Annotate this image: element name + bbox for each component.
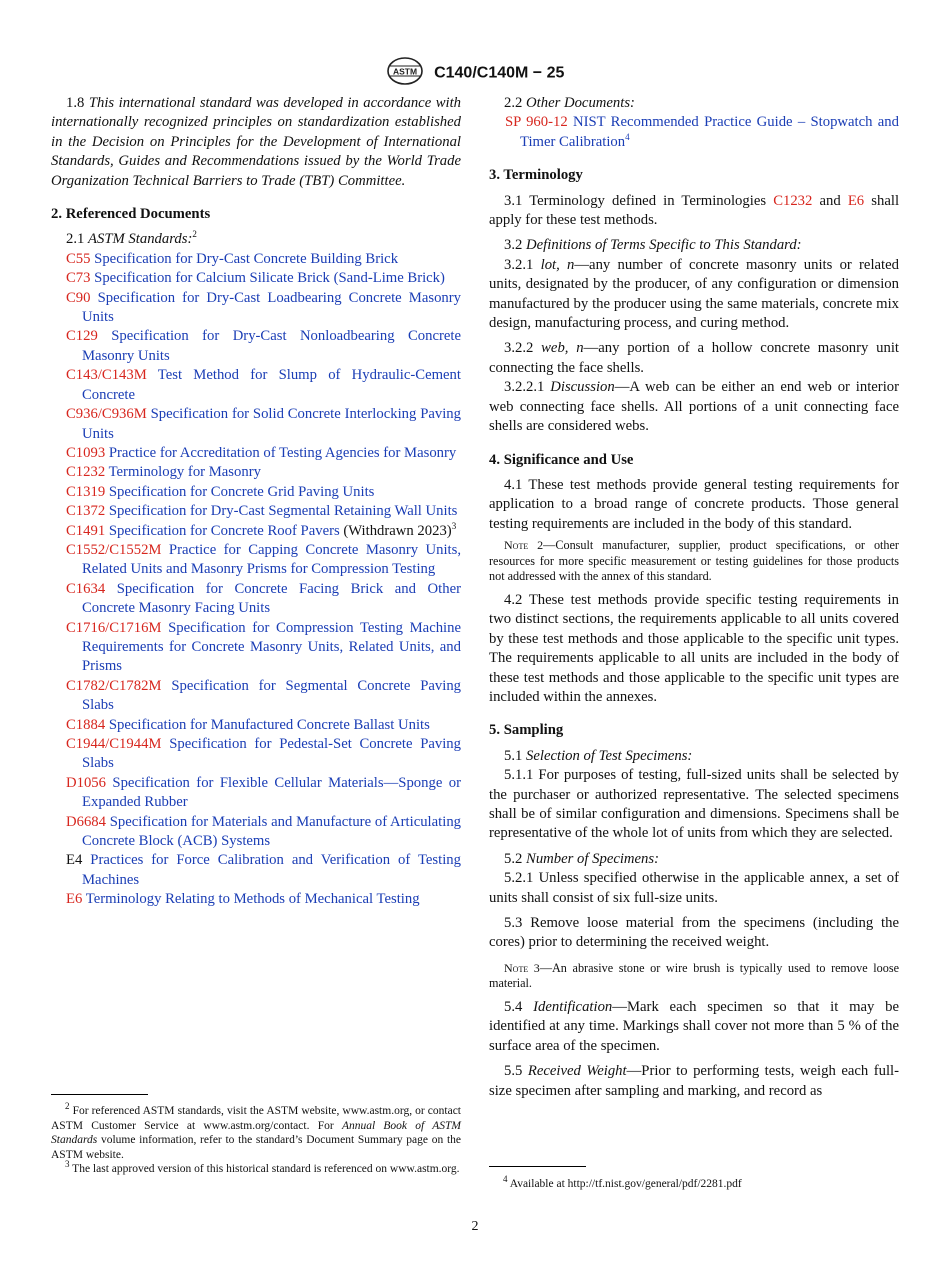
reference-item[interactable] — [51, 502, 461, 521]
reference-item[interactable] — [51, 463, 461, 482]
astm-logo-icon — [386, 56, 424, 91]
paragraph-3-2-2: 3.2.2 web, n—any portion of a hollow concrete masonry unit connecting the face shells. — [489, 340, 899, 376]
reference-item[interactable] — [51, 327, 461, 366]
reference-title[interactable]: Specification for Solid Concrete Interlocking Paving Units — [82, 406, 461, 442]
reference-code[interactable]: SP 960-12 — [505, 114, 568, 131]
paragraph-4-1: 4.1 These test methods provide general testing requirements for application to a broad range of concrete products. Those general testing requirements are included in the body of this standard. — [489, 476, 899, 532]
paragraph-3-2: 3.2 Definitions of Terms Specific to This Standard: — [504, 237, 802, 254]
reference-title[interactable]: Specification for Materials and Manufacture of Articulating Concrete Block (ACB) Systems — [82, 813, 462, 850]
reference-title[interactable]: Practice for Accreditation of Testing Agencies for Masonry — [108, 444, 457, 461]
paragraph-2-2: 2.2 Other Documents: — [504, 95, 635, 111]
paragraph-1-8: 1.8 This international standard was developed in accordance with internationally recognized principles on standardization established in the Decision on Principles for the Development of International Standards, Guides and Recommendations issued by the World Trade Organization Technical Barriers to Trade (TBT) Committee. — [51, 95, 461, 189]
link-c1232[interactable]: C1232 — [773, 192, 813, 209]
section-3-heading: 3. Terminology — [489, 167, 583, 184]
paragraph-5-4: 5.4 Identification—Mark each specimen so that it may be identified at any time. Markings shall cover not more than 5 % of the surface area of the specimen. — [489, 999, 899, 1054]
reference-code[interactable]: C73 — [66, 270, 91, 287]
reference-title[interactable]: Test Method for Slump of Hydraulic-Cement Concrete — [82, 367, 461, 403]
reference-title[interactable]: Specification for Concrete Roof Pavers — [108, 522, 340, 539]
reference-item[interactable] — [51, 774, 461, 813]
reference-code[interactable]: C1716/C1716M — [66, 619, 162, 636]
reference-item[interactable] — [51, 366, 461, 405]
reference-item[interactable] — [51, 619, 461, 677]
paragraph-5-2-1: 5.2.1 Unless specified otherwise in the applicable annex, a set of units shall consist of six full-size units. — [489, 870, 900, 906]
reference-code[interactable]: C1634 — [66, 580, 106, 597]
reference-item[interactable] — [51, 716, 461, 735]
reference-code[interactable]: C143/C143M — [66, 367, 147, 384]
paragraph-3-2-2-1: 3.2.2.1 Discussion—A web can be either an end web or interior web connecting face shells. All portions of a unit connecting face shells are considered webs. — [489, 379, 900, 435]
section-4-heading: 4. Significance and Use — [489, 451, 634, 468]
paragraph-5-3: 5.3 Remove loose material from the specimens (including the cores) prior to determining the received weight. — [489, 915, 899, 951]
note-3: Note 3—An abrasive stone or wire brush is typically used to remove loose material. — [489, 960, 899, 991]
reference-code[interactable]: C1944/C1944M — [66, 736, 162, 752]
page-header — [0, 56, 950, 91]
paragraph-3-1: 3.1 Terminology defined in Terminologies C1232 and E6 shall apply for these test methods. — [489, 192, 900, 229]
footnote-rule-right — [489, 1166, 586, 1167]
reference-title[interactable]: Specification for Calcium Silicate Brick (Sand-Lime Brick) — [94, 270, 445, 287]
reference-title[interactable]: Specification for Concrete Grid Paving Units — [108, 483, 375, 500]
footnote-marker: 3 — [451, 520, 457, 531]
reference-note: (Withdrawn 2023) — [339, 522, 452, 539]
reference-item[interactable] — [51, 405, 461, 444]
reference-title[interactable]: NIST Recommended Practice Guide – Stopwatch and Timer Calibration — [520, 114, 899, 150]
paragraph-4-2: 4.2 These test methods provide specific testing requirements in two distinct sections, the requirements applicable to all units covered by these test methods and those applicable to the specific unit types. The requirements applicable to all units are included in the body of these test methods and those applicable to the specific unit types are included within the annexes. — [489, 591, 899, 705]
reference-code[interactable]: C1319 — [66, 483, 106, 500]
left-column — [51, 94, 461, 910]
reference-title[interactable]: Specification for Dry-Cast Nonloadbearing Concrete Masonry Units — [82, 328, 461, 364]
referenced-documents-list — [51, 250, 461, 910]
paragraph-5-1-1: 5.1.1 For purposes of testing, full-sized units shall be selected by the purchaser or authorized representative. The selected specimens shall be of similar configuration and dimensions. Specimens shall be representative of the whole lot of units from which they are selected. — [489, 767, 899, 842]
reference-code[interactable]: C90 — [66, 289, 91, 306]
footnote-4: $^4$ Available at http://tf.nist.gov/general/pdf/2281.pdf — [503, 1174, 742, 1190]
reference-title[interactable]: Specification for Compression Testing Machine Requirements for Concrete Masonry Units, Related Units, and Prisms — [82, 619, 461, 675]
reference-code[interactable]: C129 — [66, 328, 98, 345]
right-column — [489, 94, 899, 1101]
reference-item[interactable] — [51, 522, 461, 541]
reference-title[interactable]: Practice for Capping Concrete Masonry Units, Related Units and Masonry Prisms for Compression Testing — [82, 541, 461, 578]
reference-code[interactable]: C1884 — [66, 716, 106, 733]
reference-title[interactable]: Specification for Flexible Cellular Materials—Sponge or Expanded Rubber — [82, 774, 462, 811]
reference-title[interactable]: Practices for Force Calibration and Verification of Testing Machines — [82, 852, 461, 888]
section-5-heading: 5. Sampling — [489, 722, 564, 739]
reference-title[interactable]: Specification for Manufactured Concrete Ballast Units — [108, 716, 430, 733]
reference-code[interactable]: D6684 — [66, 813, 106, 830]
reference-item[interactable] — [51, 444, 461, 463]
page-number: 2 — [471, 1219, 479, 1234]
reference-title[interactable]: Specification for Dry-Cast Concrete Building Brick — [94, 250, 399, 267]
link-e6[interactable]: E6 — [847, 192, 865, 209]
reference-item[interactable] — [51, 890, 461, 909]
reference-item[interactable] — [51, 813, 461, 852]
footnote-2: $^2$ For referenced ASTM standards, visit the ASTM website, www.astm.org, or contact ASTM Customer Service at www.astm.org/contact. For Annual Book of ASTM Standards volume information, refer to the standard’s Document Summary page on the ASTM website. — [51, 1101, 462, 1161]
svg-text:ASTM: ASTM — [392, 66, 417, 77]
reference-item[interactable] — [51, 250, 461, 269]
reference-code[interactable]: C936/C936M — [66, 406, 147, 423]
reference-code[interactable]: C1552/C1552M — [66, 541, 162, 558]
paragraph-2-1: 2.1 ASTM Standards:$^2$ — [66, 229, 197, 248]
paragraph-3-2-1: 3.2.1 lot, n—any number of concrete masonry units or related units, designated by the producer, of any configuration or dimension manufactured by the producer using the same materials, concrete mix design, manufacturing process, and curing method. — [489, 256, 899, 332]
reference-title[interactable]: Specification for Dry-Cast Segmental Retaining Wall Units — [108, 503, 458, 520]
note-2: Note 2—Consult manufacturer, supplier, product specifications, or other resources for more specific measurement or testing guidelines for those products not addressed with the annex of this standard. — [489, 538, 899, 584]
reference-item[interactable] — [51, 735, 461, 774]
reference-item[interactable] — [51, 541, 461, 580]
reference-code[interactable]: C55 — [66, 250, 91, 267]
reference-code[interactable]: E6 — [66, 891, 83, 908]
footnote-rule-left — [51, 1094, 148, 1095]
reference-code[interactable]: C1782/C1782M — [66, 677, 162, 694]
reference-title[interactable]: Specification for Concrete Facing Brick and Other Concrete Masonry Facing Units — [82, 580, 461, 617]
reference-code[interactable]: C1491 — [66, 522, 106, 539]
reference-code[interactable]: C1232 — [66, 464, 106, 481]
reference-item[interactable] — [51, 483, 461, 502]
reference-code[interactable]: E4 — [66, 852, 83, 869]
paragraph-5-5: 5.5 Received Weight—Prior to performing tests, weigh each full-size specimen after sampling and marking, and record as — [489, 1063, 899, 1099]
reference-item[interactable] — [51, 580, 461, 619]
footnotes-left — [51, 1101, 462, 1177]
reference-code[interactable]: C1093 — [66, 444, 106, 461]
reference-title[interactable]: Terminology Relating to Methods of Mechanical Testing — [85, 891, 420, 908]
footnote-3: $^3$ The last approved version of this historical standard is referenced on www.astm.org. — [65, 1159, 460, 1176]
footnotes-right — [489, 1174, 899, 1192]
reference-code[interactable]: C1372 — [66, 503, 106, 520]
designation: C140/C140M − 25 — [434, 64, 565, 82]
reference-code[interactable]: D1056 — [66, 774, 106, 791]
paragraph-5-1: 5.1 Selection of Test Specimens: — [504, 747, 693, 764]
reference-title[interactable]: Specification for Pedestal-Set Concrete Paving Slabs — [82, 736, 461, 772]
reference-item[interactable] — [51, 289, 461, 328]
reference-title[interactable]: Specification for Segmental Concrete Paving Slabs — [82, 677, 462, 714]
reference-item[interactable] — [51, 851, 461, 890]
reference-item[interactable] — [51, 269, 461, 288]
paragraph-5-2: 5.2 Number of Specimens: — [504, 850, 660, 867]
reference-sp-960-12[interactable]: SP 960-12 NIST Recommended Practice Guide – Stopwatch and Timer Calibration$^4$ — [505, 114, 899, 150]
reference-title[interactable]: Specification for Dry-Cast Loadbearing Concrete Masonry Units — [82, 289, 461, 326]
reference-item[interactable] — [51, 677, 461, 716]
reference-title[interactable]: Terminology for Masonry — [108, 464, 261, 481]
section-2-heading: 2. Referenced Documents — [51, 206, 211, 223]
